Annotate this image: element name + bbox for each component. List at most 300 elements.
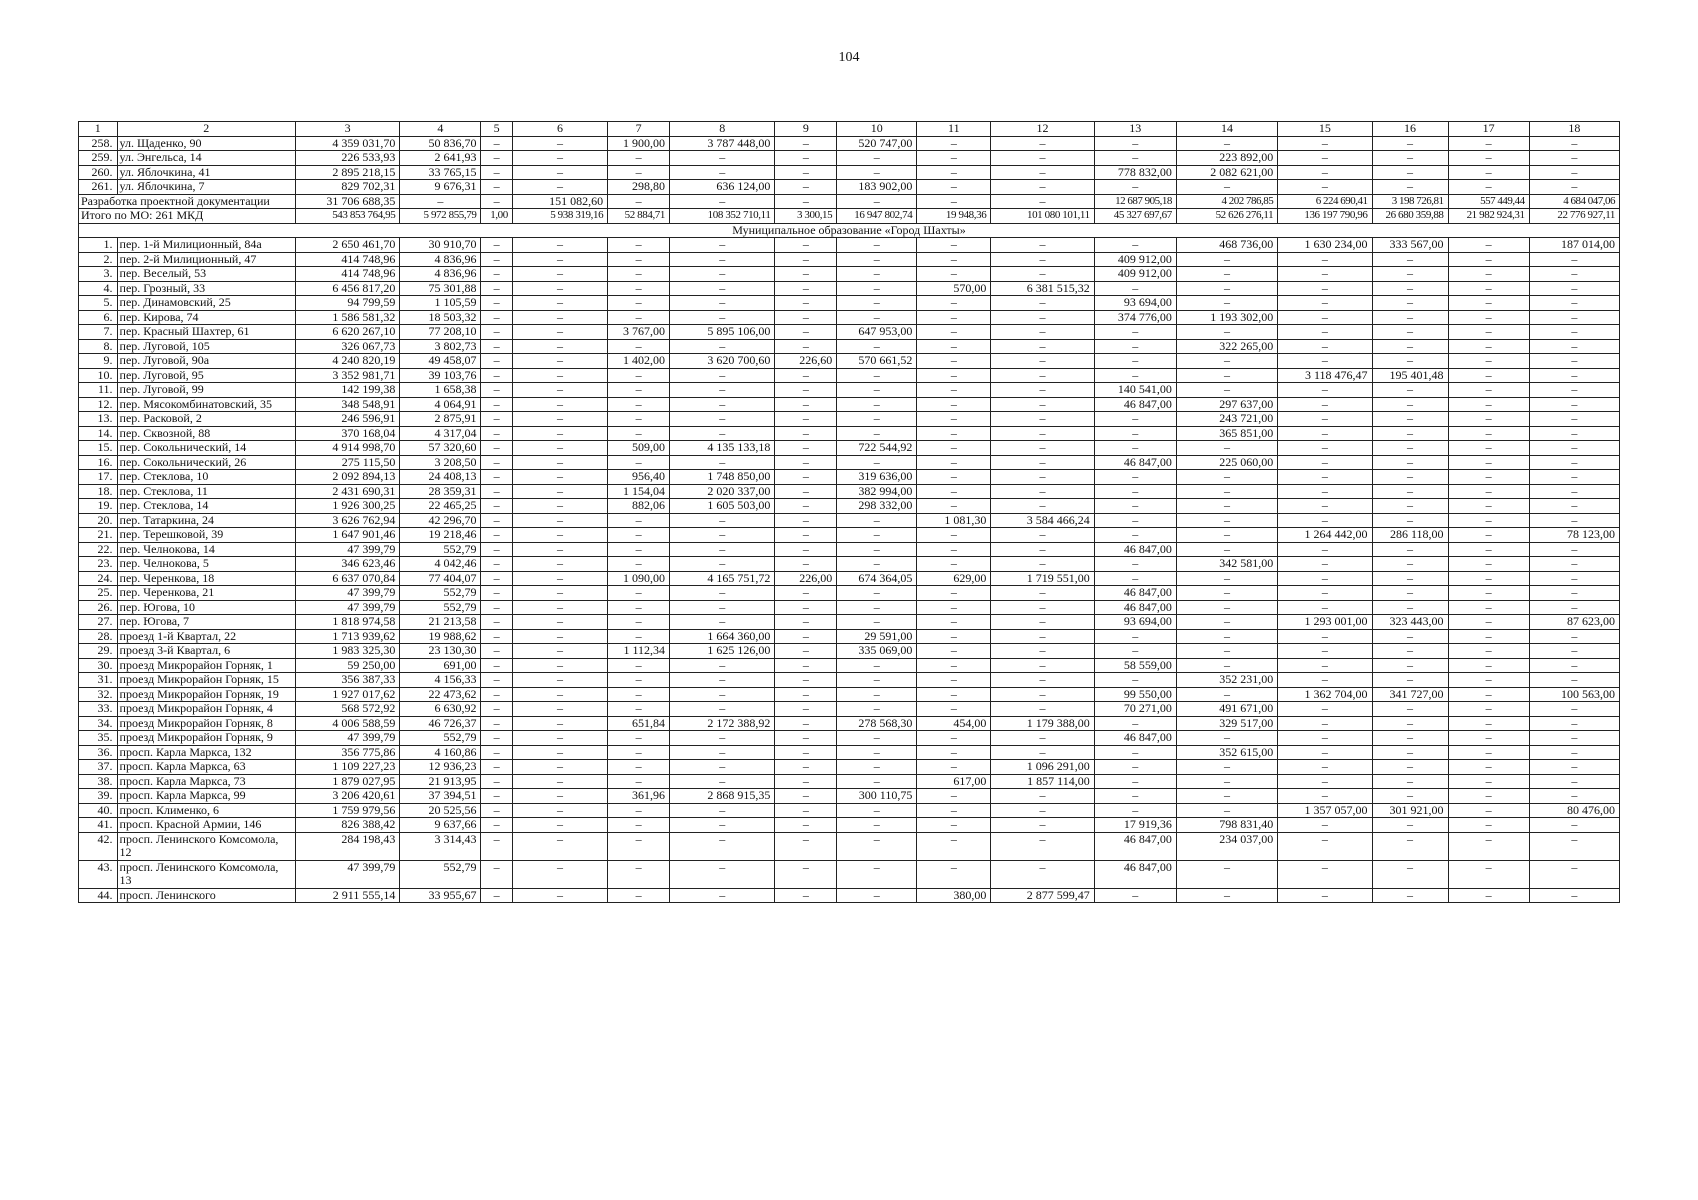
- table-cell: 278 568,30: [837, 716, 917, 731]
- table-cell: 46 847,00: [1094, 832, 1176, 860]
- table-cell: –: [775, 513, 837, 528]
- table-cell: 4 135 133,18: [670, 441, 775, 456]
- table-cell: –: [837, 557, 917, 572]
- table-cell: –: [917, 136, 991, 151]
- table-cell: –: [1448, 789, 1529, 804]
- table-cell: 22 473,62: [400, 687, 481, 702]
- table-cell: 829 702,31: [295, 180, 399, 195]
- table-cell: –: [1448, 760, 1529, 775]
- table-cell: 552,79: [400, 586, 481, 601]
- design-row: [79, 194, 1620, 209]
- address-cell: пер. Черенкова, 21: [117, 586, 295, 601]
- table-cell: 18 503,32: [400, 310, 481, 325]
- table-cell: –: [1176, 281, 1277, 296]
- table-cell: –: [481, 441, 512, 456]
- table-cell: 3 584 466,24: [991, 513, 1094, 528]
- table-cell: 298 332,00: [837, 499, 917, 514]
- table-cell: –: [991, 484, 1094, 499]
- table-cell: 552,79: [400, 600, 481, 615]
- table-row: [79, 455, 1620, 470]
- table-cell: 2 868 915,35: [670, 789, 775, 804]
- table-cell: –: [775, 151, 837, 166]
- table-row: [79, 310, 1620, 325]
- address-cell: пер. 2-й Милиционный, 47: [117, 252, 295, 267]
- table-row: [79, 731, 1620, 746]
- table-cell: –: [775, 455, 837, 470]
- row-number: 4.: [79, 281, 118, 296]
- table-cell: –: [1278, 557, 1372, 572]
- table-cell: –: [837, 397, 917, 412]
- table-cell: –: [670, 252, 775, 267]
- table-cell: –: [1529, 136, 1619, 151]
- table-cell: –: [1094, 136, 1176, 151]
- table-cell: –: [1372, 354, 1448, 369]
- address-cell: пер. Стеклова, 11: [117, 484, 295, 499]
- table-cell: –: [991, 644, 1094, 659]
- total-label: Итого по МО: 261 МКД: [79, 209, 296, 224]
- table-cell: –: [608, 455, 670, 470]
- table-cell: –: [512, 528, 607, 543]
- address-cell: пер. Луговой, 95: [117, 368, 295, 383]
- table-cell: –: [1176, 180, 1277, 195]
- table-cell: 6 637 070,84: [295, 571, 399, 586]
- table-cell: 33 765,15: [400, 165, 481, 180]
- table-row: [79, 789, 1620, 804]
- table-cell: –: [1372, 325, 1448, 340]
- table-cell: –: [991, 339, 1094, 354]
- table-row: [79, 644, 1620, 659]
- table-cell: 365 851,00: [1176, 426, 1277, 441]
- table-cell: 329 517,00: [1176, 716, 1277, 731]
- table-cell: 778 832,00: [1094, 165, 1176, 180]
- table-row: [79, 860, 1620, 888]
- row-number: 22.: [79, 542, 118, 557]
- address-cell: пер. Мясокомбинатовский, 35: [117, 397, 295, 412]
- table-cell: –: [1448, 513, 1529, 528]
- address-cell: пер. Красный Шахтер, 61: [117, 325, 295, 340]
- table-cell: –: [608, 412, 670, 427]
- table-row: [79, 136, 1620, 151]
- row-number: 258.: [79, 136, 118, 151]
- table-cell: –: [1448, 586, 1529, 601]
- table-cell: –: [917, 600, 991, 615]
- table-cell: –: [1176, 774, 1277, 789]
- table-cell: –: [1529, 818, 1619, 833]
- table-cell: –: [991, 818, 1094, 833]
- table-cell: –: [512, 252, 607, 267]
- table-row: [79, 354, 1620, 369]
- table-cell: 243 721,00: [1176, 412, 1277, 427]
- table-cell: –: [1372, 571, 1448, 586]
- table-cell: –: [512, 397, 607, 412]
- table-cell: –: [1094, 673, 1176, 688]
- table-cell: –: [917, 615, 991, 630]
- table-cell: –: [608, 629, 670, 644]
- table-cell: –: [481, 383, 512, 398]
- table-cell: –: [1529, 673, 1619, 688]
- table-cell: –: [512, 760, 607, 775]
- table-cell: –: [1529, 716, 1619, 731]
- table-cell: –: [512, 888, 607, 903]
- table-cell: –: [775, 194, 837, 209]
- table-cell: –: [1529, 888, 1619, 903]
- table-cell: –: [1448, 745, 1529, 760]
- row-number: 37.: [79, 760, 118, 775]
- table-cell: –: [670, 760, 775, 775]
- table-cell: –: [1529, 267, 1619, 282]
- table-cell: 414 748,96: [295, 267, 399, 282]
- table-cell: –: [1278, 397, 1372, 412]
- table-row: [79, 339, 1620, 354]
- table-cell: 454,00: [917, 716, 991, 731]
- table-cell: 136 197 790,96: [1278, 209, 1372, 224]
- table-cell: –: [1529, 296, 1619, 311]
- table-cell: 674 364,05: [837, 571, 917, 586]
- table-cell: 1 647 901,46: [295, 528, 399, 543]
- row-number: 259.: [79, 151, 118, 166]
- table-cell: –: [837, 238, 917, 253]
- header-cell: 2: [117, 122, 295, 137]
- table-cell: 57 320,60: [400, 441, 481, 456]
- row-number: 14.: [79, 426, 118, 441]
- table-cell: –: [481, 354, 512, 369]
- table-cell: –: [917, 687, 991, 702]
- table-cell: –: [670, 615, 775, 630]
- table-cell: 75 301,88: [400, 281, 481, 296]
- table-cell: –: [1278, 383, 1372, 398]
- table-cell: –: [1176, 860, 1277, 888]
- table-cell: –: [1529, 470, 1619, 485]
- table-cell: –: [1094, 368, 1176, 383]
- table-cell: –: [670, 310, 775, 325]
- table-cell: –: [1372, 702, 1448, 717]
- table-cell: –: [775, 702, 837, 717]
- header-cell: 13: [1094, 122, 1176, 137]
- table-cell: –: [1372, 267, 1448, 282]
- table-cell: 5 895 106,00: [670, 325, 775, 340]
- row-number: 8.: [79, 339, 118, 354]
- table-cell: –: [608, 252, 670, 267]
- row-number: 26.: [79, 600, 118, 615]
- section-title: Муниципальное образование «Город Шахты»: [79, 223, 1620, 238]
- table-cell: –: [608, 745, 670, 760]
- table-cell: –: [1372, 281, 1448, 296]
- table-cell: 1 081,30: [917, 513, 991, 528]
- table-cell: –: [1529, 339, 1619, 354]
- table-cell: 300 110,75: [837, 789, 917, 804]
- table-cell: –: [1278, 832, 1372, 860]
- table-cell: –: [608, 888, 670, 903]
- table-cell: –: [917, 180, 991, 195]
- table-cell: –: [1372, 426, 1448, 441]
- table-cell: –: [837, 426, 917, 441]
- address-cell: проезд Микрорайон Горняк, 15: [117, 673, 295, 688]
- table-cell: –: [917, 499, 991, 514]
- table-cell: –: [1448, 426, 1529, 441]
- table-cell: 47 399,79: [295, 860, 399, 888]
- table-cell: –: [1094, 644, 1176, 659]
- table-cell: 1 926 300,25: [295, 499, 399, 514]
- table-cell: 52 884,71: [608, 209, 670, 224]
- table-cell: –: [991, 803, 1094, 818]
- table-cell: –: [1372, 658, 1448, 673]
- table-cell: –: [1448, 600, 1529, 615]
- table-cell: –: [775, 412, 837, 427]
- table-cell: 1 179 388,00: [991, 716, 1094, 731]
- table-cell: 1 193 302,00: [1176, 310, 1277, 325]
- row-number: 42.: [79, 832, 118, 860]
- table-cell: 22 465,25: [400, 499, 481, 514]
- table-row: [79, 151, 1620, 166]
- address-cell: просп. Карла Маркса, 63: [117, 760, 295, 775]
- table-cell: –: [991, 542, 1094, 557]
- table-cell: 691,00: [400, 658, 481, 673]
- table-cell: 101 080 101,11: [991, 209, 1094, 224]
- table-cell: –: [512, 354, 607, 369]
- table-cell: 370 168,04: [295, 426, 399, 441]
- table-cell: –: [1529, 368, 1619, 383]
- table-cell: 3 787 448,00: [670, 136, 775, 151]
- table-cell: –: [1176, 571, 1277, 586]
- address-cell: просп. Ленинского Комсомола, 13: [117, 860, 295, 888]
- table-cell: 346 623,46: [295, 557, 399, 572]
- table-cell: 46 726,37: [400, 716, 481, 731]
- table-cell: –: [991, 180, 1094, 195]
- table-cell: –: [670, 194, 775, 209]
- table-cell: –: [512, 702, 607, 717]
- table-cell: –: [917, 238, 991, 253]
- table-cell: –: [837, 542, 917, 557]
- table-cell: –: [775, 731, 837, 746]
- row-number: 38.: [79, 774, 118, 789]
- table-row: [79, 600, 1620, 615]
- table-cell: –: [481, 252, 512, 267]
- table-cell: 2 020 337,00: [670, 484, 775, 499]
- table-cell: –: [991, 310, 1094, 325]
- table-cell: 52 626 276,11: [1176, 209, 1277, 224]
- table-cell: –: [1529, 629, 1619, 644]
- table-cell: –: [1278, 629, 1372, 644]
- table-cell: –: [481, 499, 512, 514]
- table-cell: –: [1529, 832, 1619, 860]
- table-cell: 45 327 697,67: [1094, 209, 1176, 224]
- table-cell: –: [1529, 499, 1619, 514]
- table-cell: 286 118,00: [1372, 528, 1448, 543]
- table-cell: –: [512, 513, 607, 528]
- table-cell: –: [917, 194, 991, 209]
- table-cell: –: [1278, 760, 1372, 775]
- table-row: [79, 165, 1620, 180]
- row-number: 31.: [79, 673, 118, 688]
- header-cell: 7: [608, 122, 670, 137]
- table-cell: –: [1372, 499, 1448, 514]
- table-row: [79, 774, 1620, 789]
- table-cell: –: [670, 888, 775, 903]
- address-cell: просп. Клименко, 6: [117, 803, 295, 818]
- table-row: [79, 615, 1620, 630]
- table-cell: 2 641,93: [400, 151, 481, 166]
- table-cell: –: [1278, 716, 1372, 731]
- table-cell: 570 661,52: [837, 354, 917, 369]
- table-cell: 1 748 850,00: [670, 470, 775, 485]
- table-cell: 1 664 360,00: [670, 629, 775, 644]
- table-cell: –: [1094, 325, 1176, 340]
- table-cell: –: [481, 774, 512, 789]
- table-cell: –: [512, 368, 607, 383]
- table-cell: –: [1448, 368, 1529, 383]
- table-cell: –: [775, 542, 837, 557]
- row-number: 34.: [79, 716, 118, 731]
- table-cell: –: [1372, 760, 1448, 775]
- table-cell: –: [608, 615, 670, 630]
- table-row: [79, 470, 1620, 485]
- table-cell: 23 130,30: [400, 644, 481, 659]
- table-cell: –: [1448, 542, 1529, 557]
- table-cell: –: [837, 600, 917, 615]
- address-cell: пер. Веселый, 53: [117, 267, 295, 282]
- table-cell: –: [1278, 252, 1372, 267]
- table-cell: –: [991, 586, 1094, 601]
- table-cell: –: [608, 267, 670, 282]
- table-cell: –: [991, 441, 1094, 456]
- table-cell: 226,60: [775, 354, 837, 369]
- table-cell: 1 759 979,56: [295, 803, 399, 818]
- table-cell: 46 847,00: [1094, 397, 1176, 412]
- table-row: [79, 252, 1620, 267]
- row-number: 6.: [79, 310, 118, 325]
- table-cell: –: [512, 673, 607, 688]
- table-cell: 4 160,86: [400, 745, 481, 760]
- table-cell: 46 847,00: [1094, 600, 1176, 615]
- table-cell: –: [481, 716, 512, 731]
- table-cell: 49 458,07: [400, 354, 481, 369]
- budget-table: [78, 121, 1620, 903]
- table-cell: –: [481, 238, 512, 253]
- table-cell: 356 775,86: [295, 745, 399, 760]
- table-cell: –: [670, 586, 775, 601]
- table-cell: –: [670, 281, 775, 296]
- table-cell: –: [991, 426, 1094, 441]
- table-cell: –: [1176, 615, 1277, 630]
- table-cell: –: [917, 455, 991, 470]
- table-cell: –: [917, 470, 991, 485]
- table-cell: –: [917, 354, 991, 369]
- table-cell: –: [1448, 658, 1529, 673]
- table-cell: 2 875,91: [400, 412, 481, 427]
- table-cell: –: [608, 194, 670, 209]
- table-cell: –: [1278, 296, 1372, 311]
- table-cell: –: [512, 658, 607, 673]
- table-cell: –: [1176, 542, 1277, 557]
- table-cell: –: [1448, 687, 1529, 702]
- table-cell: 9 676,31: [400, 180, 481, 195]
- table-cell: –: [670, 687, 775, 702]
- address-cell: ул. Энгельса, 14: [117, 151, 295, 166]
- table-cell: –: [837, 296, 917, 311]
- table-cell: –: [837, 368, 917, 383]
- table-cell: –: [670, 238, 775, 253]
- table-cell: –: [481, 803, 512, 818]
- table-cell: –: [608, 296, 670, 311]
- table-cell: –: [1176, 470, 1277, 485]
- table-cell: –: [1094, 745, 1176, 760]
- table-cell: –: [1529, 571, 1619, 586]
- header-cell: 16: [1372, 122, 1448, 137]
- table-cell: –: [1372, 136, 1448, 151]
- row-number: 24.: [79, 571, 118, 586]
- table-cell: –: [512, 731, 607, 746]
- table-cell: –: [512, 803, 607, 818]
- table-cell: –: [775, 629, 837, 644]
- address-cell: проезд Микрорайон Горняк, 1: [117, 658, 295, 673]
- table-cell: 1 586 581,32: [295, 310, 399, 325]
- table-cell: 42 296,70: [400, 513, 481, 528]
- table-cell: –: [775, 383, 837, 398]
- table-cell: –: [608, 339, 670, 354]
- table-cell: –: [512, 180, 607, 195]
- table-cell: –: [1448, 803, 1529, 818]
- table-cell: –: [481, 687, 512, 702]
- table-cell: –: [481, 368, 512, 383]
- table-cell: –: [917, 644, 991, 659]
- table-cell: –: [917, 760, 991, 775]
- table-cell: –: [512, 615, 607, 630]
- address-cell: пер. Грозный, 33: [117, 281, 295, 296]
- table-cell: –: [991, 165, 1094, 180]
- table-cell: –: [1094, 354, 1176, 369]
- table-cell: –: [917, 426, 991, 441]
- table-cell: 246 596,91: [295, 412, 399, 427]
- table-cell: –: [481, 470, 512, 485]
- table-cell: 223 892,00: [1176, 151, 1277, 166]
- address-cell: пер. Татаркина, 24: [117, 513, 295, 528]
- table-cell: –: [512, 383, 607, 398]
- table-cell: –: [991, 600, 1094, 615]
- table-cell: 1 625 126,00: [670, 644, 775, 659]
- table-cell: –: [481, 194, 512, 209]
- table-cell: –: [1094, 412, 1176, 427]
- address-cell: пер. Расковой, 2: [117, 412, 295, 427]
- table-cell: –: [1176, 687, 1277, 702]
- table-cell: –: [670, 339, 775, 354]
- table-cell: 1 658,38: [400, 383, 481, 398]
- table-row: [79, 803, 1620, 818]
- table-row: [79, 571, 1620, 586]
- table-cell: –: [1372, 789, 1448, 804]
- table-cell: –: [1372, 151, 1448, 166]
- table-cell: 140 541,00: [1094, 383, 1176, 398]
- table-cell: –: [670, 702, 775, 717]
- table-cell: 20 525,56: [400, 803, 481, 818]
- table-cell: –: [1529, 745, 1619, 760]
- table-cell: –: [1094, 803, 1176, 818]
- address-cell: ул. Яблочкина, 7: [117, 180, 295, 195]
- table-cell: –: [481, 397, 512, 412]
- table-cell: 47 399,79: [295, 731, 399, 746]
- table-cell: 1 879 027,95: [295, 774, 399, 789]
- table-cell: –: [1529, 412, 1619, 427]
- table-cell: –: [481, 325, 512, 340]
- table-cell: –: [512, 499, 607, 514]
- table-cell: –: [991, 267, 1094, 282]
- table-cell: –: [1094, 557, 1176, 572]
- table-cell: 19 218,46: [400, 528, 481, 543]
- table-cell: –: [775, 484, 837, 499]
- table-cell: –: [1372, 600, 1448, 615]
- table-row: [79, 702, 1620, 717]
- table-cell: –: [1372, 412, 1448, 427]
- table-cell: –: [1448, 455, 1529, 470]
